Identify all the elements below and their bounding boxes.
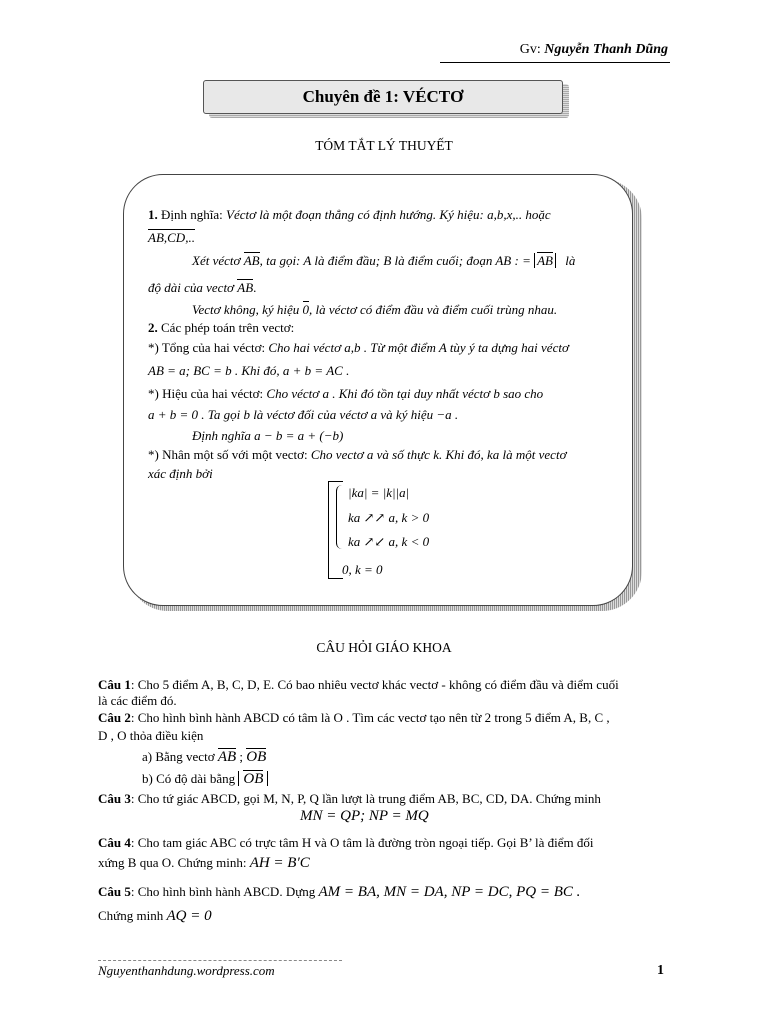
difference-definition: Định nghĩa a − b = a + (−b) bbox=[192, 428, 344, 443]
definition-line: 1. Định nghĩa: Véctơ là một đoạn thẳng có định hướng. Ký hiệu: a,b,x,.. hoặc bbox=[148, 207, 551, 222]
question-3-formula: MN = QP; NP = MQ bbox=[300, 808, 429, 824]
sum-formula: AB = a; BC = b . Khi đó, a + b = AC . bbox=[148, 363, 350, 378]
page-header bbox=[520, 42, 668, 58]
theory-box bbox=[123, 174, 633, 606]
question-2-part-b: b) Có độ dài bằng OB bbox=[142, 770, 714, 788]
question-3: Câu 3: Cho tứ giác ABCD, gọi M, N, P, Q lần lượt là trung điểm AB, BC, CD, DA. Chứng minh bbox=[98, 791, 601, 806]
page-title: Chuyên đề 1: VÉCTƠ bbox=[302, 87, 464, 106]
teacher-name: Nguyễn Thanh Dũng bbox=[544, 42, 668, 57]
difference-formula: a + b = 0 . Ta gọi b là véctơ đối của véctơ a và ký hiệu −a . bbox=[148, 407, 459, 422]
question-2-line-2: D , O thỏa điều kiện bbox=[98, 728, 204, 743]
header-divider bbox=[440, 62, 670, 63]
question-2-part-a: a) Bằng vectơ AB ; OB bbox=[142, 749, 267, 765]
zero-vector-line: Vectơ không, ký hiệu 0, là véctơ có điểm đầu và điểm cuối trùng nhau. bbox=[192, 302, 558, 317]
system-line-4: 0, k = 0 bbox=[342, 562, 383, 577]
footer-divider bbox=[98, 960, 342, 961]
question-1-line-2: là các điểm đó. bbox=[98, 693, 177, 708]
question-4-line-2: xứng B qua O. Chứng minh: AH = B′C bbox=[98, 855, 310, 871]
title-box bbox=[203, 80, 563, 114]
scalar-line-2: xác định bởi bbox=[148, 466, 213, 481]
difference-line: *) Hiệu của hai véctơ: Cho véctơ a . Khi đó tồn tại duy nhất véctơ b sao cho bbox=[148, 386, 544, 401]
question-4: Câu 4: Cho tam giác ABC có trực tâm H và O tâm là đường tròn ngoại tiếp. Gọi B’ là điểm đối bbox=[98, 835, 594, 850]
questions-heading: CÂU HỎI GIÁO KHOA bbox=[316, 640, 452, 655]
question-2: Câu 2: Cho hình bình hành ABCD có tâm là O . Tìm các vectơ tạo nên từ 2 trong 5 điểm A, B, C , bbox=[98, 710, 610, 725]
system-line-1: |ka| = |k||a| bbox=[348, 485, 410, 500]
system-line-3: ka ↗↙ a, k < 0 bbox=[348, 534, 430, 549]
xet-line: Xét véctơ AB, ta gọi: A là điểm đầu; B là điểm cuối; đoạn AB : = AB là bbox=[192, 253, 576, 268]
summary-heading: TÓM TẮT LÝ THUYẾT bbox=[315, 138, 453, 153]
page-number: 1 bbox=[657, 963, 664, 978]
teacher-label: Gv: bbox=[519, 42, 541, 57]
operations-heading: 2. Các phép toán trên vectơ: bbox=[148, 320, 295, 335]
question-5: Câu 5: Cho hình bình hành ABCD. Dựng AM = BA, MN = DA, NP = DC, PQ = BC . bbox=[98, 884, 581, 900]
system-brace bbox=[336, 485, 345, 549]
sum-line: *) Tổng của hai véctơ: Cho hai véctơ a,b . Từ một điểm A tùy ý ta dựng hai véctơ bbox=[148, 340, 569, 355]
footer-website: Nguyenthanhdung.wordpress.com bbox=[98, 963, 275, 978]
question-5-line-2: Chứng minh AQ = 0 bbox=[98, 908, 212, 924]
definition-symbols: AB,CD,.. bbox=[148, 230, 195, 245]
xet-line-2: độ dài của vectơ AB. bbox=[148, 280, 257, 295]
question-1: Câu 1: Cho 5 điểm A, B, C, D, E. Có bao nhiêu vectơ khác vectơ - không có điểm đầu và điểm cuối bbox=[98, 677, 619, 692]
scalar-line: *) Nhân một số với một vectơ: Cho vectơ a và số thực k. Khi đó, ka là một vectơ bbox=[148, 447, 567, 462]
system-line-2: ka ↗↗ a, k > 0 bbox=[348, 510, 430, 525]
